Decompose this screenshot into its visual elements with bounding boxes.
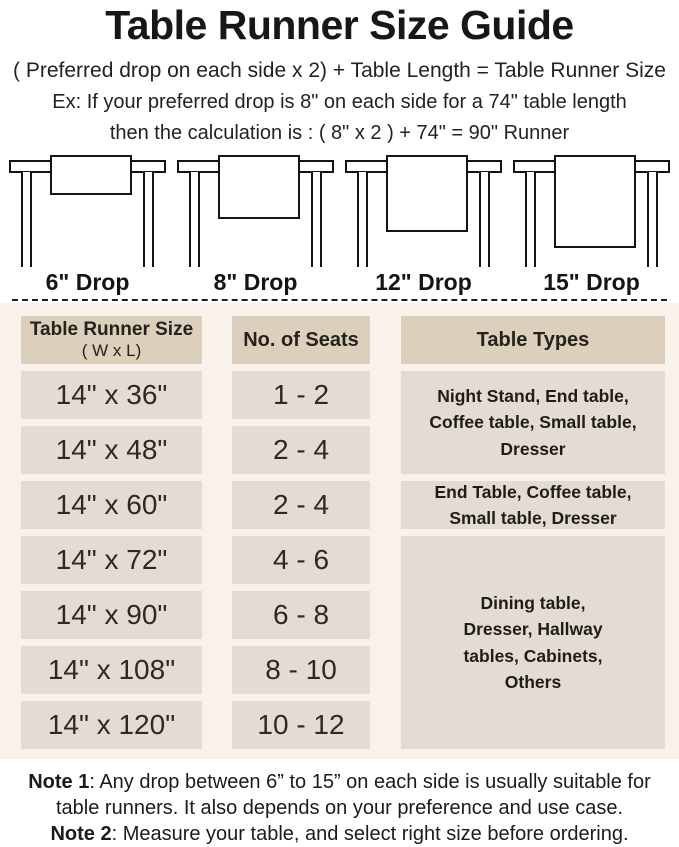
- table-graphic: [9, 155, 166, 267]
- size-cell: 14" x 90": [21, 591, 202, 639]
- types-cell: [401, 481, 665, 529]
- note-1-text: : Any drop between 6” to 15” on each side is usually suitable for: [89, 771, 651, 794]
- runner-shape: [554, 155, 636, 248]
- size-cell: 14" x 60": [21, 481, 202, 529]
- types-cell-text: Night Stand, End table, Coffee table, Small table, Dresser: [429, 386, 637, 459]
- table-graphic: [345, 155, 502, 267]
- seats-cell: 4 - 6: [232, 536, 370, 584]
- note-2-label: Note 2: [50, 823, 112, 846]
- seats-cell: 10 - 12: [232, 701, 370, 749]
- seats-cell: 8 - 10: [232, 646, 370, 694]
- example-line-1: Ex: If your preferred drop is 8" on each side for a 74" table length: [52, 91, 627, 114]
- example-line-2: then the calculation is : ( 8" x 2 ) + 74" = 90" Runner: [109, 122, 570, 145]
- guide-header: [0, 0, 679, 145]
- drop-label: 8" Drop: [213, 269, 298, 296]
- note-1-line-1: [0, 769, 679, 795]
- note-2-line: [0, 821, 679, 847]
- table-leg-right: [647, 172, 658, 267]
- drop-figure-15in: [513, 155, 670, 296]
- types-cell: [401, 371, 665, 474]
- size-cell: 14" x 120": [21, 701, 202, 749]
- table-leg-left: [357, 172, 368, 267]
- dashed-divider: [12, 299, 667, 301]
- table-leg-right: [311, 172, 322, 267]
- table-leg-left: [525, 172, 536, 267]
- types-cell-text: End Table, Coffee table, Small table, Dresser: [434, 481, 632, 529]
- col-header-size-title: Table Runner Size: [29, 319, 194, 341]
- seats-cell: 6 - 8: [232, 591, 370, 639]
- drop-figure-12in: [345, 155, 502, 296]
- notes-section: [0, 759, 679, 847]
- size-table: [21, 316, 679, 749]
- col-header-size: [21, 316, 202, 364]
- col-header-size-sub: ( W x L): [81, 341, 142, 361]
- runner-shape: [50, 155, 132, 195]
- seats-cell: 2 - 4: [232, 426, 370, 474]
- seats-cell: 2 - 4: [232, 481, 370, 529]
- note-1-label: Note 1: [28, 771, 90, 794]
- table-leg-left: [189, 172, 200, 267]
- note-1-line-2: table runners. It also depends on your preference and use case.: [55, 797, 624, 820]
- types-cell: [401, 536, 665, 749]
- size-cell: 14" x 48": [21, 426, 202, 474]
- col-header-seats: No. of Seats: [232, 316, 370, 364]
- drop-illustrations: [0, 155, 679, 296]
- runner-shape: [386, 155, 468, 232]
- seats-cell: 1 - 2: [232, 371, 370, 419]
- drop-label: 6" Drop: [45, 269, 130, 296]
- table-leg-right: [143, 172, 154, 267]
- table-graphic: [513, 155, 670, 267]
- size-cell: 14" x 36": [21, 371, 202, 419]
- table-graphic: [177, 155, 334, 267]
- drop-figure-6in: [9, 155, 166, 296]
- types-cell-text: Dining table, Dresser, Hallway tables, Cabinets, Others: [463, 593, 603, 692]
- col-header-types: Table Types: [401, 316, 665, 364]
- drop-label: 12" Drop: [375, 269, 472, 296]
- formula-line: ( Preferred drop on each side x 2) + Table Length = Table Runner Size: [13, 59, 666, 83]
- size-cell: 14" x 72": [21, 536, 202, 584]
- table-leg-left: [21, 172, 32, 267]
- table-leg-right: [479, 172, 490, 267]
- size-table-section: [0, 303, 679, 759]
- drop-label: 15" Drop: [543, 269, 640, 296]
- drop-figure-8in: [177, 155, 334, 296]
- page-title: Table Runner Size Guide: [105, 2, 574, 48]
- note-2-text: : Measure your table, and select right size before ordering.: [111, 823, 629, 846]
- size-cell: 14" x 108": [21, 646, 202, 694]
- runner-shape: [218, 155, 300, 219]
